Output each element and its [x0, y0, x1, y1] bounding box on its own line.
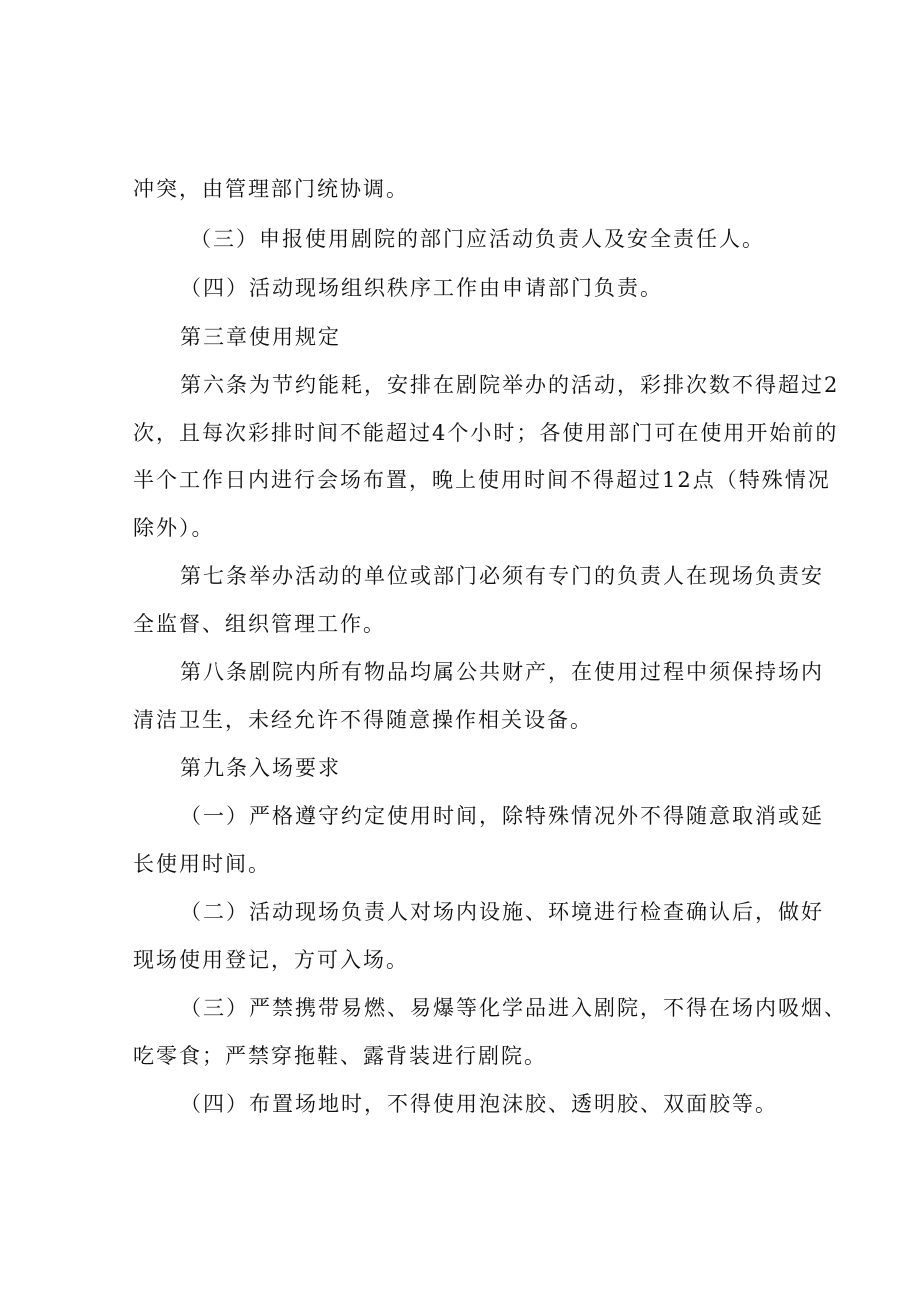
text-line: 第七条举办活动的单位或部门必须有专门的负责人在现场负责安 [180, 564, 824, 588]
text-line: （三）申报使用剧院的部门应活动负责人及安全责任人。 [190, 227, 765, 251]
text-line: 现场使用登记，方可入场。 [133, 948, 409, 972]
text-line: （三）严禁携带易燃、易爆等化学品进入剧院，不得在场内吸烟、 [180, 996, 847, 1020]
text-line: （二）活动现场负责人对场内设施、环境进行检查确认后，做好 [180, 900, 824, 924]
text-line: 除外）。 [133, 516, 215, 540]
text-line: 第八条剧院内所有物品均属公共财产，在使用过程中须保持场内 [180, 660, 824, 684]
text-line: 次，且每次彩排时间不能超过4个小时；各使用部门可在使用开始前的 [133, 421, 839, 445]
text-line: 清洁卫生，未经允许不得随意操作相关设备。 [133, 708, 593, 732]
text-line: 冲突，由管理部门统协调。 [133, 177, 409, 201]
text-line: （四）活动现场组织秩序工作由申请部门负责。 [180, 276, 663, 300]
text-line: 长使用时间。 [133, 852, 271, 876]
text-line: 半个工作日内进行会场布置，晚上使用时间不得超过12点（特殊情况 [133, 468, 831, 492]
text-line: （一）严格遵守约定使用时间，除特殊情况外不得随意取消或延 [180, 804, 824, 828]
section-heading: 第九条入场要求 [180, 756, 341, 780]
text-line: 全监督、组织管理工作。 [133, 612, 386, 636]
text-line: （四）布置场地时，不得使用泡沫胶、透明胶、双面胶等。 [180, 1092, 778, 1116]
section-heading: 第三章使用规定 [180, 325, 341, 349]
text-line: 吃零食；严禁穿拖鞋、露背装进行剧院。 [133, 1044, 547, 1068]
text-line: 第六条为节约能耗，安排在剧院举办的活动，彩排次数不得超过2 [180, 373, 840, 397]
